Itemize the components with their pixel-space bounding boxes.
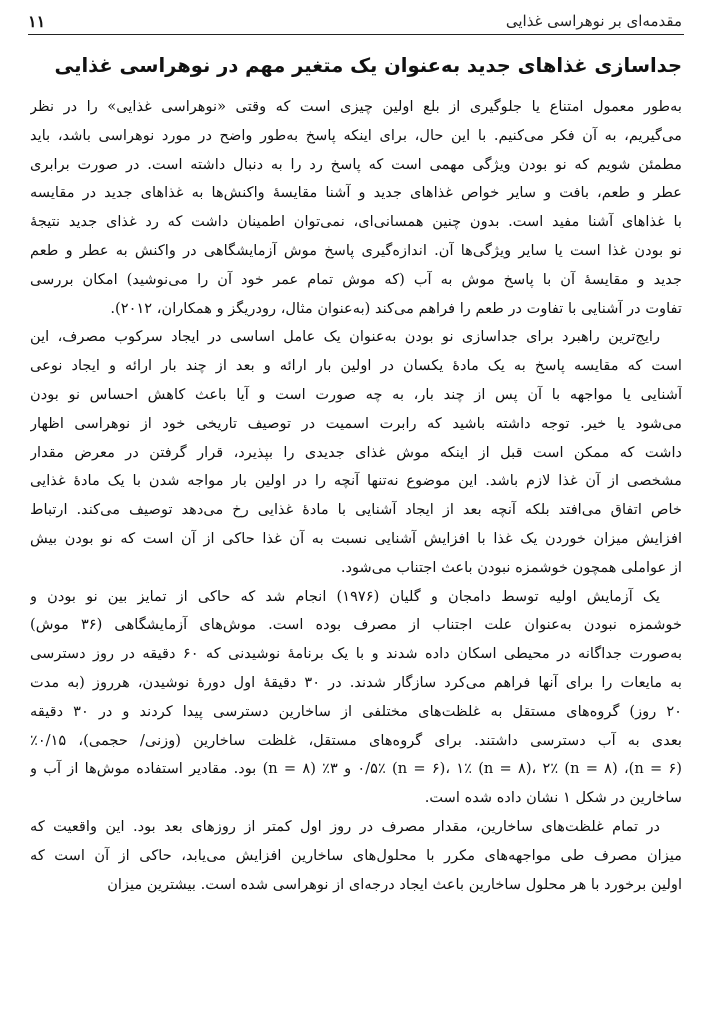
paragraph-line: خوشمزه نبودن به‌عنوان علت اجتناب از مصرف بوده است. موش‌های آزمایشگاهی (۳۶ موش) [30,616,682,634]
paragraph-line: می‌گیریم، به آن فکر می‌کنیم. با این حال، برای اینکه پاسخ به‌طور واضح در مورد نوهراسی باشد، باید [30,126,682,144]
page-number: ۱۱ [28,11,46,31]
paragraph-line: نو بودن غذا است یا سایر ویژگی‌ها آن. اندازه‌گیری پاسخ موش آزمایشگاهی در واکنش به عطر و طعم [30,241,682,259]
paragraph-line: در تمام غلظت‌های ساخارین، مقدار مصرف در روز اول کمتر از روزهای بعد بود. این واقعیت که [30,817,660,835]
paragraph-line: رایج‌ترین راهبرد برای جداسازی نو بودن به‌عنوان یک عامل اساسی در ایجاد سرکوب مصرف، این [30,328,660,346]
paragraph-line: میزان مصرف طی مواجهه‌های مکرر با محلول‌های ساخارین افزایش می‌یابد، حاکی از آن است که [30,846,682,864]
paragraph-line: ۲۰ روز) گروه‌های مستقل به غلظت‌های مختلفی از ساخارین دسترسی پیدا کردند و در ۳۰ دقیقه [30,702,682,720]
running-header-title: مقدمه‌ای بر نوهراسی غذایی [505,12,682,30]
paragraph-line: عطر و طعم، بافت و سایر خواص غذاهای جدید و آشنا مقایسهٔ واکنش‌ها به غذاهای جدید در مقایسه [30,184,682,202]
running-header [28,8,682,34]
paragraph-line: اولین برخورد با هر محلول ساخارین باعث ایجاد درجه‌ای از نوهراسی شده است. بیشترین میزان [107,875,682,893]
paragraph-line: از عواملی همچون خوشمزه نبودن باعث اجتناب می‌شود. [340,558,682,576]
paragraph-line: بعدی به آب دسترسی داشتند. برای گروه‌های مستقل، غلظت ساخارین (وزنی/ حجمی)، ۰/۱۵٪ [30,731,682,749]
paragraph-line: می‌شود یا خیر. توجه داشته باشید که رابرت اسمیت در توصیف تاریخی خود از نوهراسی اظهار [30,414,682,432]
paragraph-line: به‌صورت جداگانه در محیطی اسکان داده شدند و با یک برنامهٔ نوشیدنی که ۶۰ دقیقه در روز دسترسی [30,645,682,663]
paragraph-line: مطمئن شویم که نو بودن ویژگی مهمی است که پاسخ رد را به دنبال داشته است. در صورت برابری [30,155,682,173]
paragraph-line: به مایعات را برای آنها فراهم می‌کرد سازگار شدند. در ۳۰ دقیقهٔ اول دورهٔ نوشیدن، هرروز (به مدت [30,673,682,691]
paragraph-line: مشخصی از آن غذا لازم باشد. این موضوع نه‌تنها آنچه را در اولین بار مواجه شدن با یک مادهٔ غذایی [30,472,682,490]
paragraph-line: است که مقایسه پاسخ به یک مادهٔ یکسان در اولین بار ارائه و بعد از چند بار ارائه و ایجاد نوعی [30,357,682,375]
paragraph-line: ساخارین در شکل ۱ نشان داده شده است. [424,789,682,807]
paragraph-line: آشنایی یا مواجهه با آن پس از چند بار، به چه صورت است و آیا باعث کاهش احساس نو بودن [30,385,682,403]
paragraph-line: داشت که ممکن است قبل از اینکه موش غذای جدیدی را بپذیرد، قرار گرفتن در معرض مقدار [30,443,682,461]
paragraph-line: خاص اتفاق می‌افتد بلکه آنچه بعد از ایجاد آشنایی با مادهٔ غذایی رخ می‌دهد توصیف می‌کند. ارتباط [30,501,682,519]
paragraph-line: با غذاهای آشنا مفید است. بدون چنین همسانی‌ای، نمی‌توان اطمینان داشت که رد غذای جدید نتیجهٔ [30,213,682,231]
paragraph-line: به‌طور معمول امتناع یا جلوگیری از بلع اولین چیزی است که وقتی «نوهراسی غذایی» را در نظر [30,98,682,115]
body-text [30,93,682,899]
paragraph-line: یک آزمایش اولیه توسط دامجان و گلیان (۱۹۷۶) انجام شد که حاکی از تمایز بین نو بودن و [30,587,660,605]
paragraph-line: (n = ۶)، ۰/۵٪ (n = ۶)، ۱٪ (n = ۸)، ۲٪ (n = ۸) و ۳٪ (n = ۸) بود. مقادیر استفاده موش‌ها از آب و [30,760,682,778]
paragraph-line: افزایش میزان خوردن یک غذا با افزایش آشنایی نسبت به آن غذا حاکی از آن است که نو بودن بیش [30,529,682,547]
header-rule [28,34,684,35]
section-heading: جداسازی غذاهای جدید به‌عنوان یک متغیر مهم در نوهراسی غذایی [54,54,682,77]
paragraph-line: تفاوت در آشنایی با تفاوت در طعم را فراهم می‌کند (به‌عنوان مثال، رودریگز و همکاران، ۲۰۱۲). [110,299,682,317]
paragraph-line: جدید و مقایسهٔ آن با پاسخ موش به آب (که موش تمام عمر خود آن را می‌نوشید) امکان بررسی [30,270,682,288]
